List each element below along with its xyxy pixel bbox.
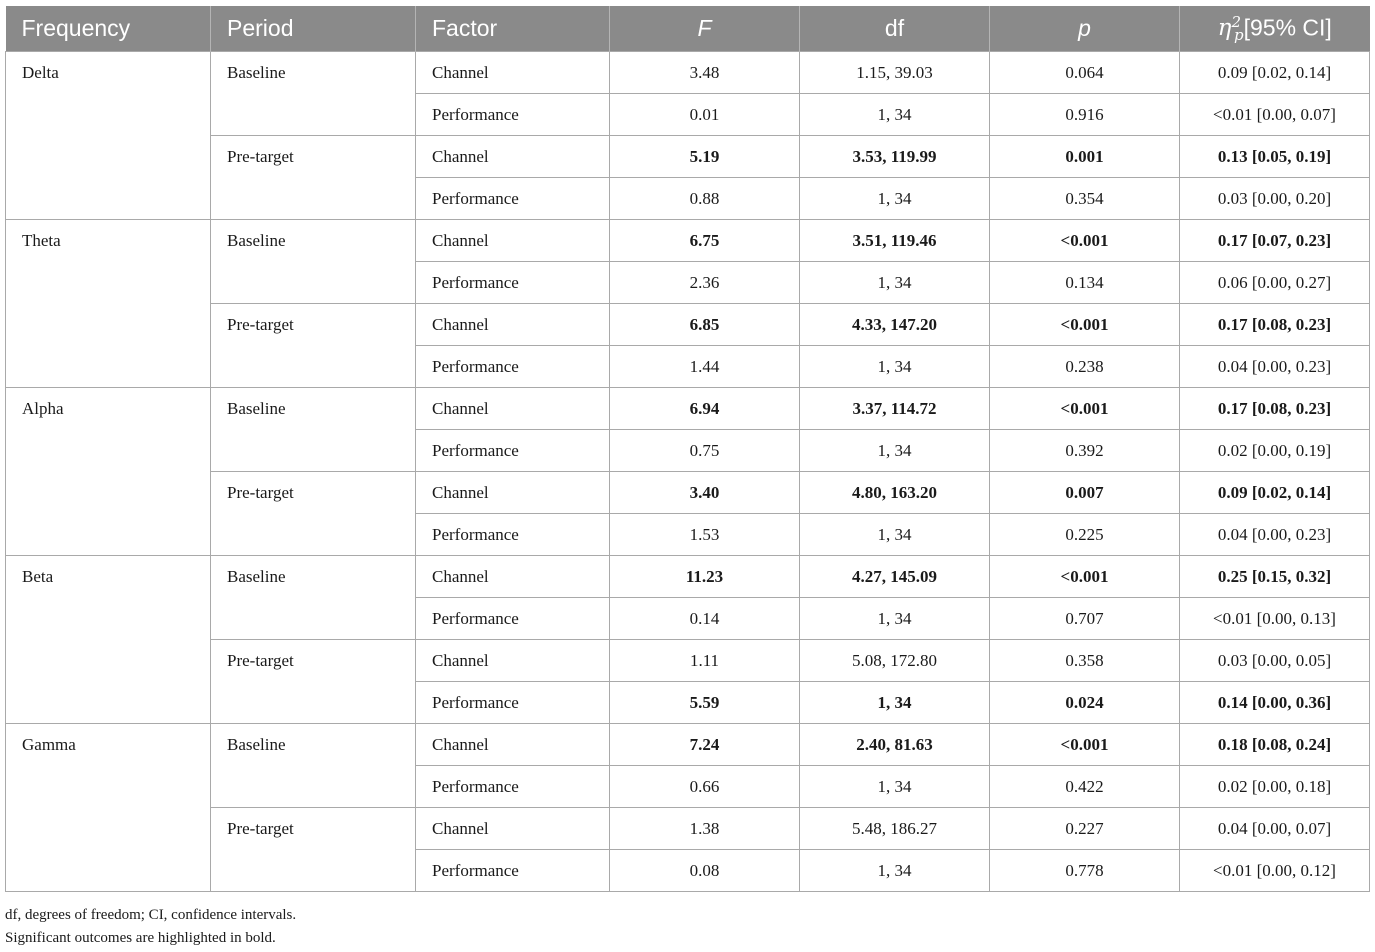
table-header <box>6 6 1370 52</box>
header-frequency: Frequency <box>6 6 211 52</box>
cell-effect-size: 0.25 [0.15, 0.32] <box>1180 556 1370 598</box>
cell-factor: Performance <box>416 178 610 220</box>
cell-f: 1.11 <box>610 640 800 682</box>
cell-f: 6.75 <box>610 220 800 262</box>
cell-factor: Performance <box>416 346 610 388</box>
cell-factor: Performance <box>416 514 610 556</box>
cell-effect-size: 0.06 [0.00, 0.27] <box>1180 262 1370 304</box>
cell-factor: Channel <box>416 52 610 94</box>
cell-frequency: Alpha <box>6 388 211 556</box>
cell-f: 6.94 <box>610 388 800 430</box>
cell-frequency: Beta <box>6 556 211 724</box>
cell-df: 5.48, 186.27 <box>800 808 990 850</box>
eta-ci-label: [95% CI] <box>1243 14 1332 40</box>
cell-frequency: Delta <box>6 52 211 220</box>
table-row <box>6 640 1370 682</box>
cell-df: 1, 34 <box>800 514 990 556</box>
cell-f: 0.01 <box>610 94 800 136</box>
cell-effect-size: 0.17 [0.08, 0.23] <box>1180 388 1370 430</box>
cell-p: 0.134 <box>990 262 1180 304</box>
cell-effect-size: <0.01 [0.00, 0.13] <box>1180 598 1370 640</box>
header-factor: Factor <box>416 6 610 52</box>
table-row <box>6 388 1370 430</box>
cell-p: 0.392 <box>990 430 1180 472</box>
cell-factor: Performance <box>416 682 610 724</box>
eta-symbol <box>1217 12 1244 45</box>
cell-f: 0.75 <box>610 430 800 472</box>
cell-p: <0.001 <box>990 220 1180 262</box>
cell-p: 0.422 <box>990 766 1180 808</box>
cell-effect-size: 0.03 [0.00, 0.20] <box>1180 178 1370 220</box>
cell-effect-size: 0.17 [0.08, 0.23] <box>1180 304 1370 346</box>
footnote-abbreviations: df, degrees of freedom; CI, confidence intervals. <box>5 907 297 923</box>
footnote-significance: Significant outcomes are highlighted in bold. <box>5 930 276 946</box>
cell-df: 1, 34 <box>800 262 990 304</box>
cell-p: 0.916 <box>990 94 1180 136</box>
cell-factor: Channel <box>416 640 610 682</box>
cell-period: Baseline <box>211 724 416 808</box>
cell-df: 3.53, 119.99 <box>800 136 990 178</box>
cell-p: 0.354 <box>990 178 1180 220</box>
cell-df: 5.08, 172.80 <box>800 640 990 682</box>
table-row <box>6 304 1370 346</box>
cell-p: 0.227 <box>990 808 1180 850</box>
cell-factor: Channel <box>416 724 610 766</box>
cell-df: 3.37, 114.72 <box>800 388 990 430</box>
cell-df: 1, 34 <box>800 598 990 640</box>
cell-f: 0.66 <box>610 766 800 808</box>
cell-f: 0.88 <box>610 178 800 220</box>
anova-results-table <box>5 6 1370 892</box>
cell-effect-size: 0.04 [0.00, 0.07] <box>1180 808 1370 850</box>
cell-period: Baseline <box>211 388 416 472</box>
cell-df: 1.15, 39.03 <box>800 52 990 94</box>
cell-p: <0.001 <box>990 556 1180 598</box>
cell-f: 5.19 <box>610 136 800 178</box>
cell-p: 0.007 <box>990 472 1180 514</box>
table-row <box>6 724 1370 766</box>
cell-factor: Performance <box>416 850 610 892</box>
cell-f: 7.24 <box>610 724 800 766</box>
cell-df: 1, 34 <box>800 430 990 472</box>
cell-df: 4.33, 147.20 <box>800 304 990 346</box>
cell-period: Pre-target <box>211 304 416 388</box>
cell-effect-size: 0.04 [0.00, 0.23] <box>1180 346 1370 388</box>
eta-superscript: 2 <box>1231 12 1241 31</box>
cell-effect-size: 0.18 [0.08, 0.24] <box>1180 724 1370 766</box>
cell-effect-size: <0.01 [0.00, 0.07] <box>1180 94 1370 136</box>
cell-factor: Channel <box>416 136 610 178</box>
eta-letter: η <box>1217 15 1232 41</box>
cell-p: 0.778 <box>990 850 1180 892</box>
cell-frequency: Theta <box>6 220 211 388</box>
cell-period: Baseline <box>211 556 416 640</box>
eta-subscript: p <box>1234 26 1244 45</box>
cell-df: 1, 34 <box>800 766 990 808</box>
cell-df: 4.80, 163.20 <box>800 472 990 514</box>
cell-df: 1, 34 <box>800 94 990 136</box>
cell-p: 0.707 <box>990 598 1180 640</box>
table-row <box>6 136 1370 178</box>
cell-p: <0.001 <box>990 304 1180 346</box>
cell-df: 3.51, 119.46 <box>800 220 990 262</box>
cell-df: 1, 34 <box>800 850 990 892</box>
table-row <box>6 52 1370 94</box>
cell-df: 4.27, 145.09 <box>800 556 990 598</box>
cell-effect-size: 0.14 [0.00, 0.36] <box>1180 682 1370 724</box>
cell-period: Baseline <box>211 220 416 304</box>
cell-factor: Channel <box>416 388 610 430</box>
cell-f: 1.53 <box>610 514 800 556</box>
cell-f: 11.23 <box>610 556 800 598</box>
header-p <box>990 6 1180 52</box>
cell-factor: Channel <box>416 556 610 598</box>
cell-effect-size: <0.01 [0.00, 0.12] <box>1180 850 1370 892</box>
cell-factor: Channel <box>416 472 610 514</box>
cell-factor: Performance <box>416 94 610 136</box>
cell-p: <0.001 <box>990 388 1180 430</box>
cell-effect-size: 0.02 [0.00, 0.18] <box>1180 766 1370 808</box>
cell-f: 2.36 <box>610 262 800 304</box>
header-df: df <box>800 6 990 52</box>
table-row <box>6 808 1370 850</box>
cell-df: 1, 34 <box>800 682 990 724</box>
cell-p: <0.001 <box>990 724 1180 766</box>
cell-period: Pre-target <box>211 136 416 220</box>
cell-p: 0.238 <box>990 346 1180 388</box>
cell-factor: Channel <box>416 304 610 346</box>
cell-f: 3.40 <box>610 472 800 514</box>
cell-f: 5.59 <box>610 682 800 724</box>
cell-df: 2.40, 81.63 <box>800 724 990 766</box>
table-row <box>6 220 1370 262</box>
cell-frequency: Gamma <box>6 724 211 892</box>
cell-period: Pre-target <box>211 640 416 724</box>
header-row <box>6 6 1370 52</box>
cell-p: 0.064 <box>990 52 1180 94</box>
results-table-container <box>5 6 1369 892</box>
cell-period: Pre-target <box>211 472 416 556</box>
header-f <box>610 6 800 52</box>
cell-period: Pre-target <box>211 808 416 892</box>
cell-df: 1, 34 <box>800 178 990 220</box>
cell-factor: Performance <box>416 262 610 304</box>
cell-factor: Channel <box>416 220 610 262</box>
cell-effect-size: 0.13 [0.05, 0.19] <box>1180 136 1370 178</box>
cell-effect-size: 0.02 [0.00, 0.19] <box>1180 430 1370 472</box>
cell-f: 1.38 <box>610 808 800 850</box>
cell-f: 6.85 <box>610 304 800 346</box>
cell-factor: Performance <box>416 766 610 808</box>
cell-p: 0.358 <box>990 640 1180 682</box>
cell-factor: Performance <box>416 430 610 472</box>
table-footnotes <box>5 904 296 950</box>
cell-effect-size: 0.03 [0.00, 0.05] <box>1180 640 1370 682</box>
cell-f: 0.14 <box>610 598 800 640</box>
cell-p: 0.001 <box>990 136 1180 178</box>
cell-df: 1, 34 <box>800 346 990 388</box>
cell-f: 0.08 <box>610 850 800 892</box>
header-period: Period <box>211 6 416 52</box>
cell-f: 1.44 <box>610 346 800 388</box>
cell-p: 0.024 <box>990 682 1180 724</box>
cell-factor: Performance <box>416 598 610 640</box>
table-row <box>6 472 1370 514</box>
cell-effect-size: 0.17 [0.07, 0.23] <box>1180 220 1370 262</box>
header-f-label: F <box>697 15 712 41</box>
cell-period: Baseline <box>211 52 416 136</box>
header-p-label: p <box>1078 15 1091 41</box>
cell-effect-size: 0.04 [0.00, 0.23] <box>1180 514 1370 556</box>
header-effect-size <box>1180 6 1370 52</box>
table-row <box>6 556 1370 598</box>
cell-effect-size: 0.09 [0.02, 0.14] <box>1180 52 1370 94</box>
table-body <box>6 52 1370 892</box>
cell-effect-size: 0.09 [0.02, 0.14] <box>1180 472 1370 514</box>
cell-p: 0.225 <box>990 514 1180 556</box>
cell-factor: Channel <box>416 808 610 850</box>
cell-f: 3.48 <box>610 52 800 94</box>
